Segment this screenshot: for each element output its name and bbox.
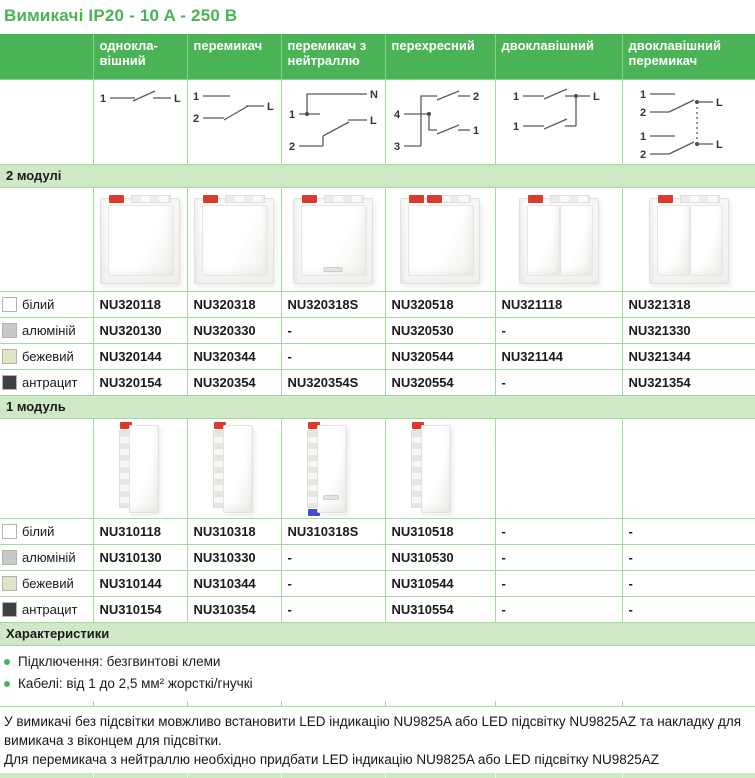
- code-cell: -: [622, 571, 755, 597]
- catalog-page: [0, 6, 755, 778]
- code-cell: NU310554: [385, 597, 495, 623]
- terminal-label: L: [715, 139, 723, 151]
- wiring-diagram-changeover-icon: [190, 84, 280, 154]
- section-row-2-modules: [0, 165, 755, 188]
- switch-photo-2mod-neutral-window: [293, 198, 373, 284]
- code-cell: NU321318: [622, 292, 755, 318]
- code-row-anthracite-2mod: [0, 370, 755, 396]
- section-row-characteristics: [0, 623, 755, 646]
- rocker-left: [527, 205, 560, 276]
- code-row-aluminium-1mod: [0, 545, 755, 571]
- header-cell-empty: [0, 34, 93, 80]
- code-cell: NU320144: [93, 344, 187, 370]
- code-cell: -: [495, 545, 622, 571]
- color-label-cell: [0, 318, 93, 344]
- color-label-cell: [0, 292, 93, 318]
- code-cell: NU310344: [187, 571, 281, 597]
- color-name: білий: [22, 524, 55, 539]
- terminal-label: N: [370, 89, 378, 101]
- image-cell: [385, 419, 495, 519]
- color-label-cell: [0, 571, 93, 597]
- rocker: [223, 425, 253, 513]
- terminal-label: 2: [193, 113, 200, 125]
- indicator-window: [323, 495, 339, 500]
- switch-photo-2mod-cross: [400, 198, 480, 284]
- code-row-aluminium-2mod: [0, 318, 755, 344]
- latch-tabs: [550, 195, 590, 203]
- image-cell-empty: [495, 419, 622, 519]
- diagram-cell-two-gang: [495, 80, 622, 165]
- footnote-text: У вимикачі без підсвітки мовжливо встановити LED індикацію NU9825A або LED підсвітку NU9825AZ та накладку для вимикача з віконцем для підсвітки.: [4, 714, 742, 748]
- header-cell-two-gang: двоклавішний: [495, 34, 622, 80]
- code-cell: -: [281, 597, 385, 623]
- terminal-label: 2: [473, 91, 480, 103]
- color-name: бежевий: [22, 349, 74, 364]
- code-cell: NU320354: [187, 370, 281, 396]
- switch-photo-2mod-two-gang: [519, 198, 599, 284]
- terminal-label: L: [592, 91, 600, 103]
- color-swatch-aluminium: [2, 323, 17, 338]
- diagram-cell-changeover-neutral: [281, 80, 385, 165]
- rocker: [202, 205, 268, 276]
- terminal-label: L: [715, 97, 723, 109]
- code-row-beige-2mod: [0, 344, 755, 370]
- wiring-diagram-changeover-neutral-icon: [286, 84, 382, 160]
- code-cell: NU320318: [187, 292, 281, 318]
- section-label: 2 модулі: [0, 165, 755, 188]
- footnotes: [0, 707, 755, 769]
- code-cell: -: [622, 545, 755, 571]
- code-cell: -: [495, 318, 622, 344]
- terminal-label: L: [370, 115, 377, 127]
- header-cell-cross: перехресний: [385, 34, 495, 80]
- switch-photo-2mod-changeover: [194, 198, 274, 284]
- latch-tabs: [324, 195, 364, 203]
- code-row-white-2mod: [0, 292, 755, 318]
- header-cell-two-gang-changeover: двоклавішний перемикач: [622, 34, 755, 80]
- code-cell: NU310318S: [281, 519, 385, 545]
- characteristics-list: [0, 646, 755, 700]
- code-cell: NU310330: [187, 545, 281, 571]
- list-item: [4, 654, 755, 669]
- terminal-label: 1: [512, 121, 519, 133]
- wiring-diagram-single-icon: [97, 84, 185, 154]
- code-cell: -: [281, 318, 385, 344]
- code-cell: NU320154: [93, 370, 187, 396]
- page-title: Вимикачі IP20 - 10 A - 250 В: [4, 6, 238, 25]
- code-cell: NU310144: [93, 571, 187, 597]
- switch-photo-1mod-single: [119, 425, 159, 513]
- color-label-cell: [0, 519, 93, 545]
- code-cell: NU310354: [187, 597, 281, 623]
- color-name: алюміній: [22, 323, 76, 338]
- image-cell: [281, 188, 385, 292]
- image-cell: [281, 419, 385, 519]
- color-swatch-anthracite: [2, 375, 17, 390]
- rocker: [108, 205, 174, 276]
- characteristic-text: Підключення: безгвинтові клеми: [18, 654, 221, 669]
- terminal-label: 1: [639, 131, 646, 143]
- terminal-label: 1: [512, 91, 519, 103]
- color-label-cell: [0, 344, 93, 370]
- terminal-label: 4: [394, 109, 401, 121]
- section-row-1-module: [0, 396, 755, 419]
- code-cell: -: [281, 545, 385, 571]
- code-cell: -: [281, 344, 385, 370]
- color-name: антрацит: [22, 375, 78, 390]
- image-cell: [622, 188, 755, 292]
- code-cell: NU310518: [385, 519, 495, 545]
- code-row-beige-1mod: [0, 571, 755, 597]
- code-row-white-1mod: [0, 519, 755, 545]
- wiring-diagram-two-gang-changeover-icon: [637, 84, 743, 164]
- image-cell-empty: [0, 419, 93, 519]
- code-cell: NU321118: [495, 292, 622, 318]
- rocker: [408, 205, 474, 276]
- red-clip: [427, 195, 442, 203]
- characteristic-text: Кабелі: від 1 до 2,5 мм² жорсткі/гнучкі: [18, 676, 253, 691]
- code-cell: NU320330: [187, 318, 281, 344]
- switch-photo-1mod-neutral-window: [307, 425, 347, 513]
- product-table: [0, 34, 755, 646]
- color-swatch-beige: [2, 349, 17, 364]
- code-cell: NU310118: [93, 519, 187, 545]
- code-cell: NU321344: [622, 344, 755, 370]
- terminal-label: 1: [639, 89, 646, 101]
- color-name: білий: [22, 297, 55, 312]
- code-cell: -: [495, 571, 622, 597]
- indicator-window: [324, 267, 343, 272]
- color-name: бежевий: [22, 576, 74, 591]
- rocker-right: [560, 205, 593, 276]
- switch-photo-2mod-two-gang-changeover: [649, 198, 729, 284]
- code-cell: NU310544: [385, 571, 495, 597]
- header-cell-changeover: перемикач: [187, 34, 281, 80]
- switch-photo-1mod-changeover: [213, 425, 253, 513]
- rocker-right: [690, 205, 723, 276]
- code-cell: -: [495, 519, 622, 545]
- terminal-label: 1: [193, 91, 200, 103]
- diagram-cell-empty: [0, 80, 93, 165]
- switch-photo-2mod-single: [100, 198, 180, 284]
- red-clip: [203, 195, 218, 203]
- section-label: 1 модуль: [0, 396, 755, 419]
- terminal-label: 2: [639, 149, 646, 161]
- terminal-label: 1: [473, 125, 480, 137]
- code-cell: -: [495, 597, 622, 623]
- next-table-edge: [0, 773, 755, 778]
- bullet-icon: [4, 659, 10, 665]
- terminal-label: L: [267, 101, 274, 113]
- code-cell: NU320544: [385, 344, 495, 370]
- terminal-label: L: [174, 93, 181, 105]
- rocker: [301, 205, 367, 276]
- code-cell: -: [622, 597, 755, 623]
- diagram-cell-cross: [385, 80, 495, 165]
- image-cell: [93, 419, 187, 519]
- image-cell: [385, 188, 495, 292]
- terminal-label: 2: [639, 107, 646, 119]
- diagram-cell-changeover: [187, 80, 281, 165]
- red-clip: [302, 195, 317, 203]
- wiring-diagram-two-gang-icon: [510, 84, 610, 146]
- product-image-row-2-modules: [0, 188, 755, 292]
- code-cell: NU320530: [385, 318, 495, 344]
- code-cell: NU321330: [622, 318, 755, 344]
- diagram-cell-two-gang-changeover: [622, 80, 755, 165]
- code-cell: -: [281, 571, 385, 597]
- code-cell: NU321354: [622, 370, 755, 396]
- code-cell: NU320130: [93, 318, 187, 344]
- color-swatch-white: [2, 524, 17, 539]
- red-clip: [658, 195, 673, 203]
- code-cell: NU321144: [495, 344, 622, 370]
- rocker: [421, 425, 451, 513]
- bullet-icon: [4, 681, 10, 687]
- table-header-row: [0, 34, 755, 80]
- red-clip: [109, 195, 124, 203]
- rocker-left: [657, 205, 690, 276]
- rocker: [129, 425, 159, 513]
- wiring-diagram-row: [0, 80, 755, 165]
- latch-tabs: [680, 195, 720, 203]
- image-cell: [187, 419, 281, 519]
- color-label-cell: [0, 370, 93, 396]
- color-swatch-aluminium: [2, 550, 17, 565]
- switch-photo-1mod-cross: [411, 425, 451, 513]
- terminal-label: 2: [289, 141, 296, 153]
- image-cell-empty: [0, 188, 93, 292]
- code-cell: NU320518: [385, 292, 495, 318]
- code-cell: NU310530: [385, 545, 495, 571]
- image-cell: [187, 188, 281, 292]
- latch-tabs: [131, 195, 171, 203]
- red-clip: [409, 195, 424, 203]
- code-cell: NU310154: [93, 597, 187, 623]
- image-cell-empty: [622, 419, 755, 519]
- color-swatch-white: [2, 297, 17, 312]
- image-cell: [495, 188, 622, 292]
- image-cell: [93, 188, 187, 292]
- color-name: антрацит: [22, 602, 78, 617]
- header-cell-single: однокла-вішний: [93, 34, 187, 80]
- wiring-diagram-cross-icon: [391, 84, 491, 160]
- code-cell: NU320318S: [281, 292, 385, 318]
- product-image-row-1-module: [0, 419, 755, 519]
- color-name: алюміній: [22, 550, 76, 565]
- code-cell: NU320354S: [281, 370, 385, 396]
- code-cell: NU310318: [187, 519, 281, 545]
- header-cell-changeover-neutral: перемикач з нейтраллю: [281, 34, 385, 80]
- footnote-text: Для перемикача з нейтраллю необхідно придбати LED індикацію NU9825A або LED підсвітку NU9825AZ: [4, 752, 660, 767]
- color-swatch-beige: [2, 576, 17, 591]
- latch-tabs: [225, 195, 265, 203]
- terminal-label: 3: [394, 141, 401, 153]
- code-cell: NU320344: [187, 344, 281, 370]
- color-label-cell: [0, 545, 93, 571]
- terminal-label: 1: [289, 109, 296, 121]
- code-cell: NU310130: [93, 545, 187, 571]
- code-cell: NU320118: [93, 292, 187, 318]
- characteristics-title: Характеристики: [0, 623, 755, 646]
- red-clip: [528, 195, 543, 203]
- diagram-cell-single: [93, 80, 187, 165]
- divider-line: [0, 706, 755, 707]
- color-label-cell: [0, 597, 93, 623]
- code-cell: -: [622, 519, 755, 545]
- color-swatch-anthracite: [2, 602, 17, 617]
- code-cell: NU320554: [385, 370, 495, 396]
- terminal-label: 1: [100, 93, 107, 105]
- list-item: [4, 676, 755, 691]
- code-row-anthracite-1mod: [0, 597, 755, 623]
- code-cell: -: [495, 370, 622, 396]
